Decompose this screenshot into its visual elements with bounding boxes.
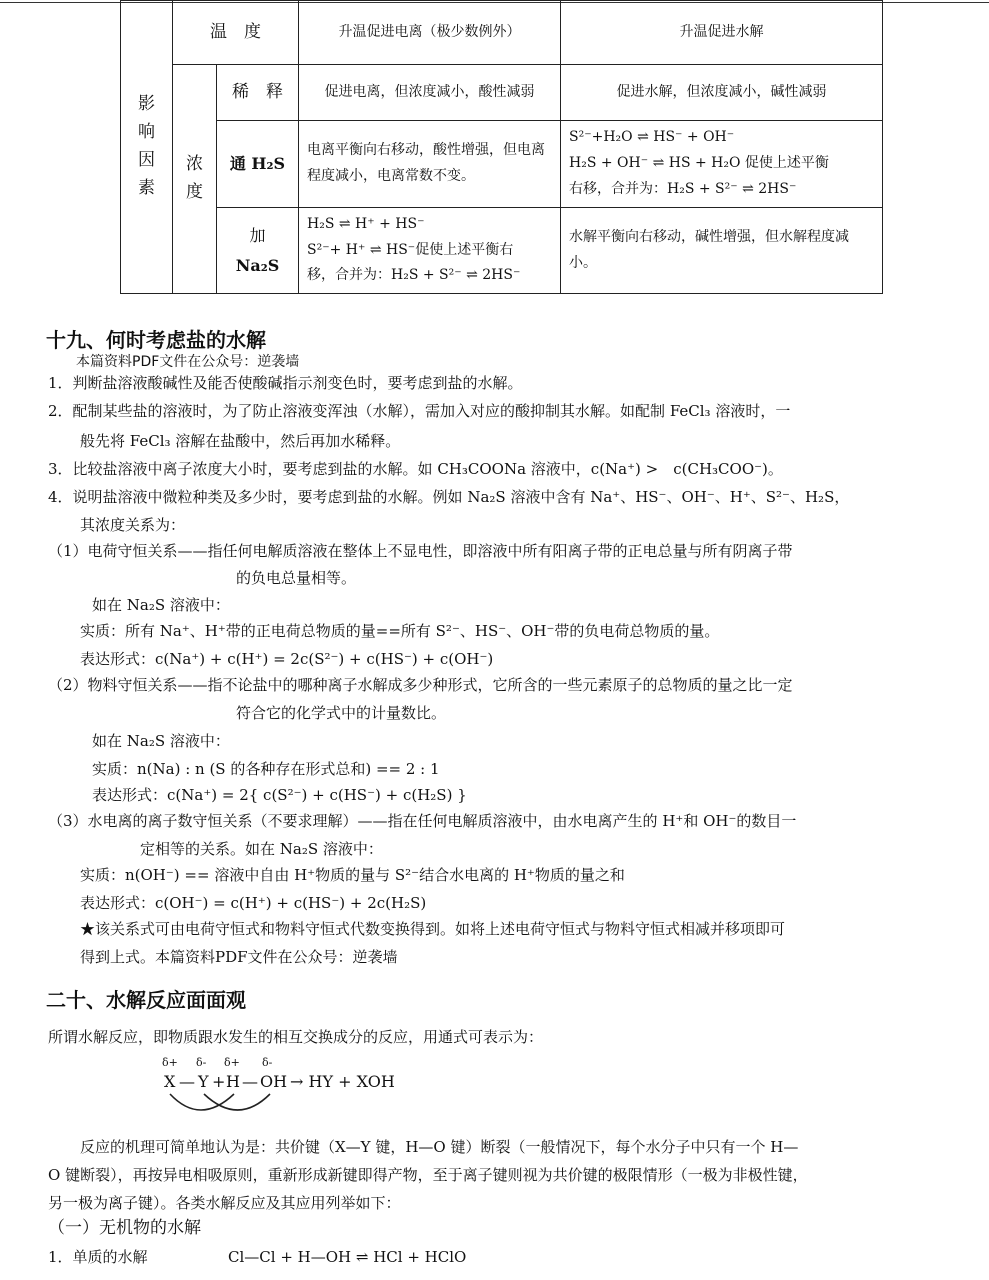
row-na2s-label-line1: 加 bbox=[249, 225, 266, 245]
s20-intro: 所谓水解反应，即物质跟水发生的相互交换成分的反应，用通式可表示为： bbox=[48, 1028, 544, 1046]
s19-star-line1: ★该关系式可由电荷守恒式和物料守恒式代数变换得到。如将上述电荷守恒式与物料守恒式相减并移项即可 bbox=[80, 920, 786, 938]
row-dilute-ionization: 促进电离，但浓度减小，酸性减弱 bbox=[299, 65, 561, 121]
row-na2s-label-line2: Na₂S bbox=[235, 255, 280, 275]
conc-group-label: 浓度 bbox=[186, 153, 203, 202]
conc-group-cell bbox=[173, 65, 217, 294]
factors-group-cell bbox=[121, 1, 173, 294]
row-temp-ionization: 升温促进电离（极少数例外） bbox=[299, 1, 561, 65]
s19-charge-line5: 表达形式：c(Na⁺) + c(H⁺) = 2c(S²⁻) + c(HS⁻) + c(OH⁻) bbox=[80, 650, 494, 668]
row-na2s-hydrolysis: 水解平衡向右移动，碱性增强，但水解程度减小。 bbox=[561, 207, 883, 294]
s19-material-line2: 符合它的化学式中的计量数比。 bbox=[236, 704, 447, 722]
atom-x: X bbox=[164, 1072, 176, 1091]
atom-h: H bbox=[226, 1072, 240, 1091]
row-h2s-hydrolysis bbox=[561, 121, 883, 208]
row-dilute-hydrolysis: 促进水解，但浓度减小，碱性减弱 bbox=[561, 65, 883, 121]
s19-water-line4: 表达形式：c(OH⁻) = c(H⁺) + c(HS⁻) + 2c(H₂S) bbox=[80, 894, 427, 912]
row-h2s-hydrolysis-line3: 右移，合并为：H₂S + S²⁻ ⇌ 2HS⁻ bbox=[569, 180, 797, 197]
s19-charge-line4: 实质：所有 Na⁺、H⁺带的正电荷总物质的量==所有 S²⁻、HS⁻、OH⁻带的负电荷总物质的量。 bbox=[80, 622, 720, 640]
section20-title: 二十、水解反应面面观 bbox=[46, 988, 246, 1012]
row-na2s-ionization-line3: 移，合并为：H₂S + S²⁻ ⇌ 2HS⁻ bbox=[307, 267, 521, 284]
row-h2s-ionization: 电离平衡向右移动，酸性增强，但电离程度减小，电离常数不变。 bbox=[299, 121, 561, 208]
s19-charge-line3: 如在 Na₂S 溶液中： bbox=[92, 596, 230, 614]
charge-oh: δ- bbox=[262, 1056, 273, 1069]
s19-water-line2: 定相等的关系。如在 Na₂S 溶液中： bbox=[140, 840, 383, 858]
row-na2s-ionization-line2: S²⁻+ H⁺ ⇌ HS⁻促使上述平衡右 bbox=[307, 241, 514, 258]
s19-material-line4: 实质：n(Na) : n (S 的各种存在形式总和) == 2 : 1 bbox=[92, 760, 440, 778]
s19-charge-line1: （1）电荷守恒关系——指任何电解质溶液在整体上不显电性，即溶液中所有阳离子带的正电总量与所有阴离子带 bbox=[48, 542, 793, 560]
s19-charge-line2: 的负电总量相等。 bbox=[236, 569, 357, 587]
s20-mechanism-line3: 另一极为离子键）。各类水解反应及其应用列举如下： bbox=[48, 1194, 401, 1212]
row-temp-label: 温 度 bbox=[173, 1, 299, 65]
row-h2s-hydrolysis-line1: S²⁻+H₂O ⇌ HS⁻ + OH⁻ bbox=[569, 129, 735, 145]
row-na2s-ionization bbox=[299, 207, 561, 294]
row-dilute-label: 稀 释 bbox=[217, 65, 299, 121]
row-h2s-hydrolysis-line2: H₂S + OH⁻ ⇌ HS + H₂O 促使上述平衡 bbox=[569, 154, 829, 171]
atom-y: Y bbox=[198, 1072, 209, 1091]
charge-y: δ- bbox=[196, 1056, 207, 1069]
s19-point3: 3．比较盐溶液中离子浓度大小时，要考虑到盐的水解。如 CH₃COONa 溶液中，c(Na⁺) > c(CH₃COO⁻)。 bbox=[48, 460, 783, 478]
s19-material-line3: 如在 Na₂S 溶液中： bbox=[92, 732, 230, 750]
row-temp-hydrolysis: 升温促进水解 bbox=[561, 1, 883, 65]
charge-h: δ+ bbox=[224, 1056, 240, 1069]
s20-item1-label: 1．单质的水解 bbox=[48, 1248, 148, 1266]
bond-ho: — bbox=[242, 1072, 258, 1091]
s19-point1: 1．判断盐溶液酸碱性及能否使酸碱指示剂变色时，要考虑到盐的水解。 bbox=[48, 374, 523, 392]
group-oh: OH bbox=[260, 1072, 288, 1091]
s20-item1-equation: Cl—Cl + H—OH ⇌ HCl + HClO bbox=[228, 1248, 467, 1266]
s19-star-line2: 得到上式。本篇资料PDF文件在公众号：逆袭墙 bbox=[80, 948, 398, 966]
products: → HY + XOH bbox=[290, 1072, 395, 1091]
section19-note: 本篇资料PDF文件在公众号：逆袭墙 bbox=[76, 354, 300, 370]
general-formula bbox=[160, 1056, 420, 1126]
bond-xy: — bbox=[179, 1072, 195, 1091]
s19-point2-line2: 般先将 FeCl₃ 溶解在盐酸中，然后再加水稀释。 bbox=[80, 432, 401, 450]
factors-group-label: 影响因素 bbox=[138, 93, 155, 198]
s19-water-line3: 实质：n(OH⁻) == 溶液中自由 H⁺物质的量与 S²⁻结合水电离的 H⁺物质的量之和 bbox=[80, 866, 625, 884]
s19-point2-line1: 2．配制某些盐的溶液时，为了防止溶液变浑浊（水解），需加入对应的酸抑制其水解。如配制 FeCl₃ 溶液时，一 bbox=[48, 402, 791, 420]
exchange-arcs bbox=[160, 1092, 290, 1126]
s19-water-line1: （3）水电离的离子数守恒关系（不要求理解）——指在任何电解质溶液中，由水电离产生的 H⁺和 OH⁻的数目一 bbox=[48, 812, 797, 830]
s19-material-line5: 表达形式：c(Na⁺) = 2{ c(S²⁻) + c(HS⁻) + c(H₂S) } bbox=[92, 786, 467, 804]
s20-mechanism-line2: O 键断裂），再按异电相吸原则，重新形成新键即得产物，至于离子键则视为共价键的极限情形（一极为非极性键， bbox=[48, 1166, 808, 1184]
s20-subheading: （一）无机物的水解 bbox=[48, 1218, 201, 1238]
s19-material-line1: （2）物料守恒关系——指不论盐中的哪种离子水解成多少种形式，它所含的一些元素原子的总物质的量之比一定 bbox=[48, 676, 793, 694]
s20-mechanism-line1: 反应的机理可简单地认为是：共价键（X—Y 键，H—O 键）断裂（一般情况下，每个水分子中只有一个 H— bbox=[80, 1138, 799, 1156]
s19-point4-line1: 4．说明盐溶液中微粒种类及多少时，要考虑到盐的水解。例如 Na₂S 溶液中含有 Na⁺、HS⁻、OH⁻、H⁺、S²⁻、H₂S， bbox=[48, 488, 850, 506]
charge-x: δ+ bbox=[162, 1056, 178, 1069]
s19-point4-line2: 其浓度关系为： bbox=[80, 516, 186, 534]
plus-sign: + bbox=[212, 1072, 226, 1091]
row-na2s-ionization-line1: H₂S ⇌ H⁺ + HS⁻ bbox=[307, 215, 425, 232]
row-na2s-label bbox=[217, 207, 299, 294]
factors-table bbox=[120, 0, 883, 294]
section19-title: 十九、何时考虑盐的水解 bbox=[46, 328, 266, 352]
row-h2s-label: 通 H₂S bbox=[217, 121, 299, 208]
